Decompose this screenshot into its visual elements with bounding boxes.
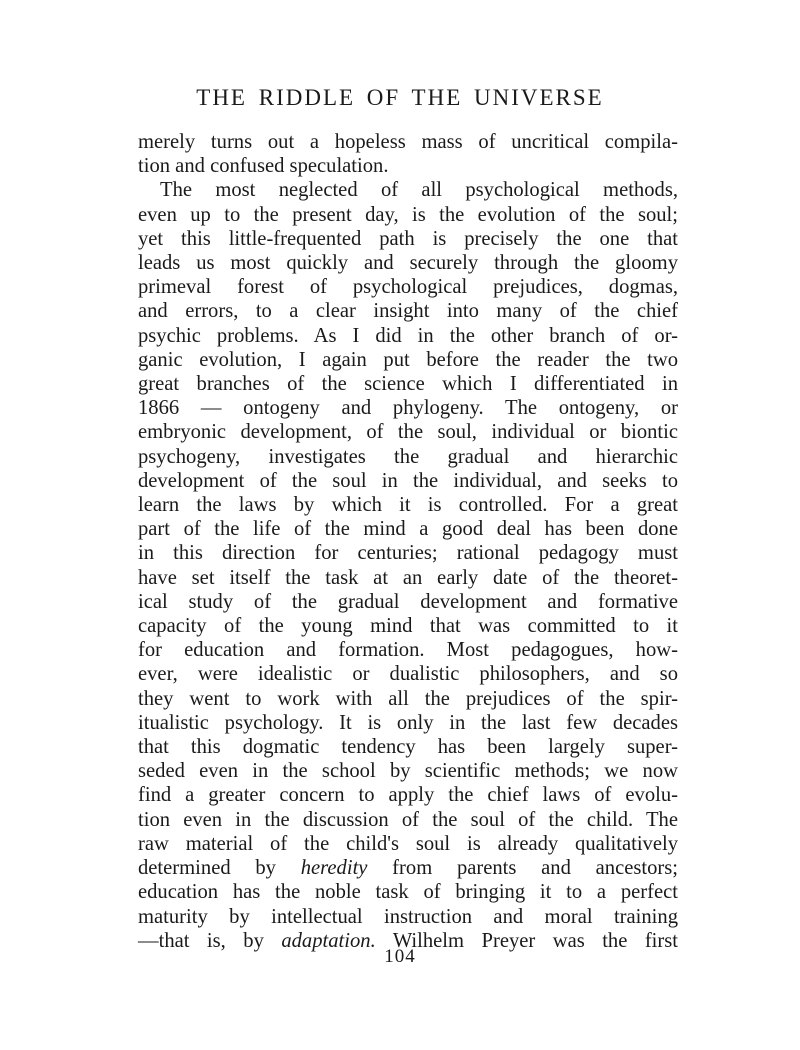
text-run: —that is, by — [138, 929, 282, 952]
text-line-with-italic — [138, 856, 678, 880]
italic-term-adaptation: adaptation. — [281, 929, 376, 952]
text-line: they went to work with all the prejudices of the spir- — [138, 687, 678, 710]
text-line: ever, were idealistic or dualistic philosophers, and so — [138, 663, 678, 686]
text-line: seded even in the school by scientific methods; we now — [138, 760, 678, 783]
text-line: leads us most quickly and securely through the gloomy — [138, 252, 678, 275]
body-text — [138, 130, 678, 953]
text-line: maturity by intellectual instruction and moral training — [138, 905, 678, 928]
text-line: development of the soul in the individual, and seeks to — [138, 469, 678, 492]
text-run: from parents and ancestors; — [367, 857, 678, 880]
text-line: psychic problems. As I did in the other branch of or- — [138, 324, 678, 347]
text-line: ganic evolution, I again put before the reader the two — [138, 348, 678, 371]
page-number: 104 — [384, 946, 416, 967]
text-line: part of the life of the mind a good deal has been done — [138, 518, 678, 541]
text-line: education has the noble task of bringing it to a perfect — [138, 881, 678, 904]
text-run: Wilhelm Preyer was the first — [375, 929, 678, 952]
text-line: capacity of the young mind that was committed to it — [138, 615, 678, 638]
text-line: The most neglected of all psychological methods, — [160, 179, 678, 202]
text-line: itualistic psychology. It is only in the last few decades — [138, 711, 678, 734]
text-line: raw material of the child's soul is already qualitatively — [138, 832, 678, 855]
text-line: for education and formation. Most pedagogues, how- — [138, 639, 678, 662]
text-line: learn the laws by which it is controlled. For a great — [138, 494, 678, 517]
text-line: embryonic development, of the soul, individual or biontic — [138, 421, 678, 444]
text-run: determined by — [138, 857, 301, 880]
running-title: THE RIDDLE OF THE UNIVERSE — [196, 85, 604, 110]
text-line: in this direction for centuries; rational pedagogy must — [138, 542, 678, 565]
text-line: that this dogmatic tendency has been largely super- — [138, 736, 678, 759]
text-line: tion and confused speculation. — [138, 155, 389, 178]
text-line: ical study of the gradual development and formative — [138, 590, 678, 613]
text-line: tion even in the discussion of the soul of the child. The — [138, 808, 678, 831]
italic-term-heredity: heredity — [300, 857, 368, 880]
text-line: even up to the present day, is the evolution of the soul; — [138, 203, 678, 226]
text-line: primeval forest of psychological prejudices, dogmas, — [138, 276, 678, 299]
text-line: merely turns out a hopeless mass of uncritical compila- — [138, 131, 678, 153]
text-line: and errors, to a clear insight into many of the chief — [138, 300, 678, 323]
text-line: psychogeny, investigates the gradual and hierarchic — [138, 445, 678, 468]
text-line: yet this little-frequented path is precisely the one that — [138, 227, 678, 250]
text-line: find a greater concern to apply the chief laws of evolu- — [138, 784, 678, 807]
text-line: 1866 — ontogeny and phylogeny. The ontogeny, or — [138, 397, 678, 420]
text-line: great branches of the science which I differentiated in — [138, 373, 678, 396]
text-line: have set itself the task at an early date of the theoret- — [138, 566, 678, 589]
